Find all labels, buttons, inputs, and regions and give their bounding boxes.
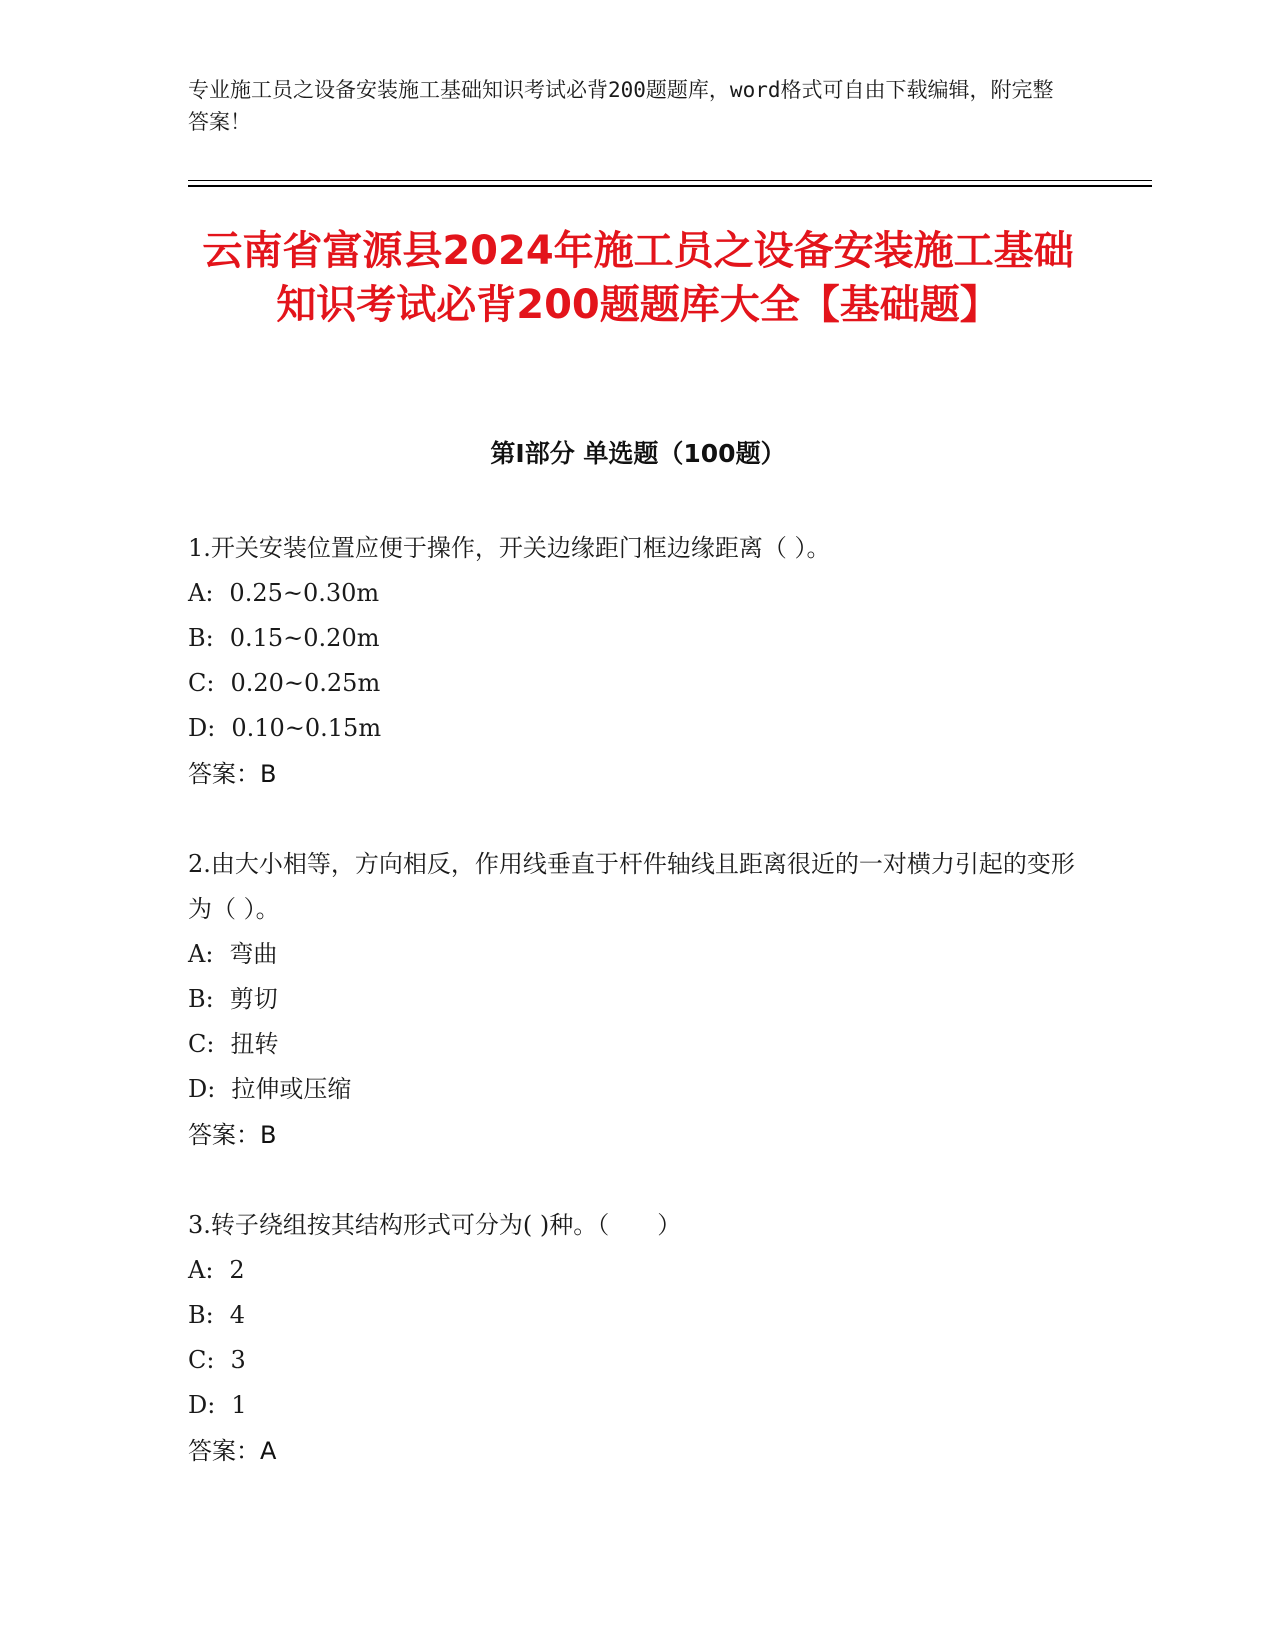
option-value: 0.10~0.15m	[231, 714, 382, 742]
option-value: 3	[230, 1346, 246, 1374]
option-value: 0.15~0.20m	[229, 624, 380, 652]
answer: 答案：A	[188, 1437, 277, 1465]
document-title: 云南省富源县2024年施工员之设备安装施工基础知识考试必背200题题库大全【基础题】	[202, 228, 1074, 328]
option-value: 拉伸或压缩	[231, 1075, 352, 1103]
question-text: 2.由大小相等，方向相反，作用线垂直于杆件轴线且距离很近的一对横力引起的变形为（ ）。	[188, 850, 1075, 923]
option-key: B:	[188, 624, 214, 652]
option-value: 1	[231, 1391, 247, 1419]
option-d	[188, 1383, 1088, 1428]
option-d	[188, 706, 1088, 751]
question-text: 1.开关安装位置应便于操作，开关边缘距门框边缘距离（ ）。	[188, 534, 831, 562]
option-c	[188, 661, 1088, 706]
option-b	[188, 1293, 1088, 1338]
option-key: C:	[188, 669, 215, 697]
option-key: D:	[188, 1391, 216, 1419]
option-value: 扭转	[230, 1030, 279, 1058]
section-heading: 第I部分 单选题（100题）	[490, 439, 786, 468]
option-key: C:	[188, 1346, 215, 1374]
option-a	[188, 932, 1088, 977]
option-key: C:	[188, 1030, 215, 1058]
option-c	[188, 1022, 1088, 1067]
option-a	[188, 1248, 1088, 1293]
option-value: 剪切	[229, 985, 278, 1013]
option-key: A:	[188, 940, 214, 968]
answer: 答案：B	[188, 760, 277, 788]
question-1	[188, 526, 1088, 797]
option-key: A:	[188, 579, 214, 607]
option-key: B:	[188, 985, 214, 1013]
option-value: 0.25~0.30m	[229, 579, 380, 607]
question-2	[188, 842, 1088, 1158]
option-value: 4	[229, 1301, 246, 1329]
header-rule-thin	[188, 180, 1152, 181]
option-b	[188, 616, 1088, 661]
question-text: 3.转子绕组按其结构形式可分为( )种。（ ）	[188, 1211, 682, 1239]
option-c	[188, 1338, 1088, 1383]
option-value: 2	[229, 1256, 245, 1284]
option-value: 弯曲	[229, 940, 278, 968]
option-key: A:	[188, 1256, 214, 1284]
option-a	[188, 571, 1088, 616]
question-3	[188, 1203, 1088, 1474]
header-rule-thick	[188, 185, 1152, 187]
option-d	[188, 1067, 1088, 1112]
option-b	[188, 977, 1088, 1022]
header-note: 专业施工员之设备安装施工基础知识考试必背200题题库，word格式可自由下载编辑，附完整答案！	[188, 78, 1054, 134]
option-key: D:	[188, 714, 216, 742]
option-value: 0.20~0.25m	[230, 669, 381, 697]
answer: 答案：B	[188, 1121, 277, 1149]
option-key: D:	[188, 1075, 216, 1103]
option-key: B:	[188, 1301, 214, 1329]
